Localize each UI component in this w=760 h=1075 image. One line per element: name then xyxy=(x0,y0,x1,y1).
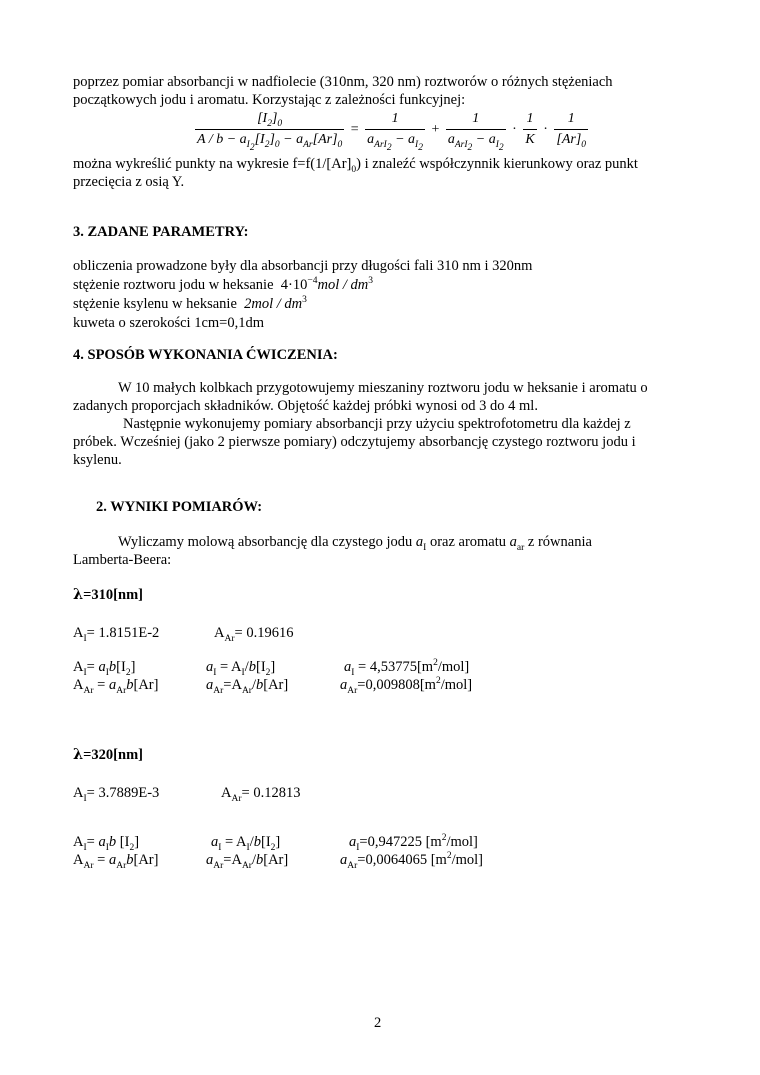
intro-line-2: początkowych jodu i aromatu. Korzystając z zależności funkcyjnej: xyxy=(73,92,466,108)
formula-term-1: $\frac{1}{a_{ArI_2} - a_{I_2}}$ xyxy=(367,111,423,153)
procedure-p1-line-2: zadanych proporcjach składników. Objętość każdej próbki wynosi od 3 do 4 ml. xyxy=(73,398,538,414)
formula-term-4: $\frac{1}{[Ar]_0}$ xyxy=(556,111,587,150)
absorbance-aromatic-310: $A_{Ar}= 0.19616$ xyxy=(214,625,294,644)
param-wavelength: obliczenia prowadzone były dla absorbancji przy długości fali 310 nm i 320nm xyxy=(73,258,533,274)
param-iodine-concentration: stężenie roztworu jodu w heksanie $4\cdot 10^{-4}mol / dm^3$ xyxy=(73,276,373,293)
eq-aromatic-solved-310: $a_{Ar}=A_{Ar}/b[Ar]$ xyxy=(206,677,289,696)
eq-iodine-310: $A_I= a_Ib[I_2]$ xyxy=(73,659,136,678)
procedure-p2-line-1: Następnie wykonujemy pomiary absorbancji przy użyciu spektrofotometru dla każdej z xyxy=(123,416,631,432)
value-aromatic-320: $a_{Ar}=0,0064065$ $[m^2/mol]$ xyxy=(340,851,483,871)
lambda-310-heading: λ=310[nm] xyxy=(73,586,143,603)
section-4-heading: 4. SPOSÓB WYKONANIA ĆWICZENIA: xyxy=(73,347,338,363)
absorbance-iodine-310: $A_I= 1.8151E-2$ xyxy=(73,625,160,644)
eq-aromatic-solved-320: $a_{Ar}=A_{Ar}/b[Ar]$ xyxy=(206,852,289,871)
eq-aromatic-320: $A_{Ar} = a_{Ar}b[Ar]$ xyxy=(73,852,159,871)
formula-term-2: $\frac{1}{a_{ArI_2} - a_{I_2}}$ xyxy=(447,111,504,153)
results-heading: 2. WYNIKI POMIARÓW: xyxy=(96,499,263,515)
procedure-p2-line-2: próbek. Wcześniej (jako 2 pierwsze pomiary) odczytujemy absorbancję czystego roztworu jodu i xyxy=(73,434,636,450)
formula-lhs-fraction: $\frac{[I_2]_0}{A / b - a_{I_2}[I_2]_0 - a_{Ar}[Ar]_0}$ xyxy=(197,111,343,153)
eq-iodine-320: $A_I= a_Ib$ $[I_2]$ xyxy=(73,834,140,853)
formula-term-3: $\frac{1}{K}$ xyxy=(525,111,535,147)
results-intro-line-2: Lamberta-Beera: xyxy=(73,552,172,568)
procedure-p1-line-1: W 10 małych kolbkach przygotowujemy mieszaniny roztworu jodu w heksanie i aromatu o xyxy=(118,380,648,396)
absorbance-aromatic-320: $A_{Ar}= 0.12813$ xyxy=(221,785,301,804)
intro-line-3: można wykreślić punkty na wykresie $f=f(1/[Ar]_0)$ i znaleźć współczynnik kierunkowy oraz punkt xyxy=(73,156,638,175)
intro-line-4: przecięcia z osią Y. xyxy=(73,174,185,190)
value-aromatic-310: $a_{Ar}=0,009808[m^2/mol]$ xyxy=(340,676,473,696)
value-iodine-320: $a_I=0,947225$ $[m^2/mol]$ xyxy=(349,833,478,853)
param-cuvette: kuweta o szerokości 1cm=0,1dm xyxy=(73,315,264,331)
eq-aromatic-310: $A_{Ar} = a_{Ar}b[Ar]$ xyxy=(73,677,159,696)
procedure-p2-line-3: ksylenu. xyxy=(73,452,122,468)
param-xylene-concentration: stężenie ksylenu w heksanie $2mol / dm^3$ xyxy=(73,295,307,312)
absorbance-iodine-320: $A_I= 3.7889E-3$ xyxy=(73,785,160,804)
eq-iodine-solved-320: $a_I = A_I/b[I_2]$ xyxy=(211,834,281,853)
section-3-heading: 3. ZADANE PARAMETRY: xyxy=(73,224,249,240)
intro-line-1: poprzez pomiar absorbancji w nadfiolecie (310nm, 320 nm) roztworów o różnych stężeniach xyxy=(73,74,613,90)
value-iodine-310: $a_I = 4,53775[m^2/mol]$ xyxy=(344,658,470,678)
lambda-320-heading: λ=320[nm] xyxy=(73,746,143,763)
eq-iodine-solved-310: $a_I = A_I/b[I_2]$ xyxy=(206,659,276,678)
page-number: 2 xyxy=(374,1015,382,1031)
results-intro-line-1: Wyliczamy molową absorbancję dla czystego jodu $a_I$ oraz aromatu $a_{ar}$ z równania xyxy=(118,534,592,553)
main-formula: $\frac{[I_2]_0}{A / b - a_{I_2}[I_2]_0 - a_{Ar}[Ar]_0}$ = $\frac{1}{a_{ArI_2} - a_{I_2}}$ + $\frac{1}{a_{ArI_2} - a_{I_2}}$ · $\frac{1}{K}$ · $\frac{1}{[Ar]_0}$ xyxy=(197,111,587,153)
